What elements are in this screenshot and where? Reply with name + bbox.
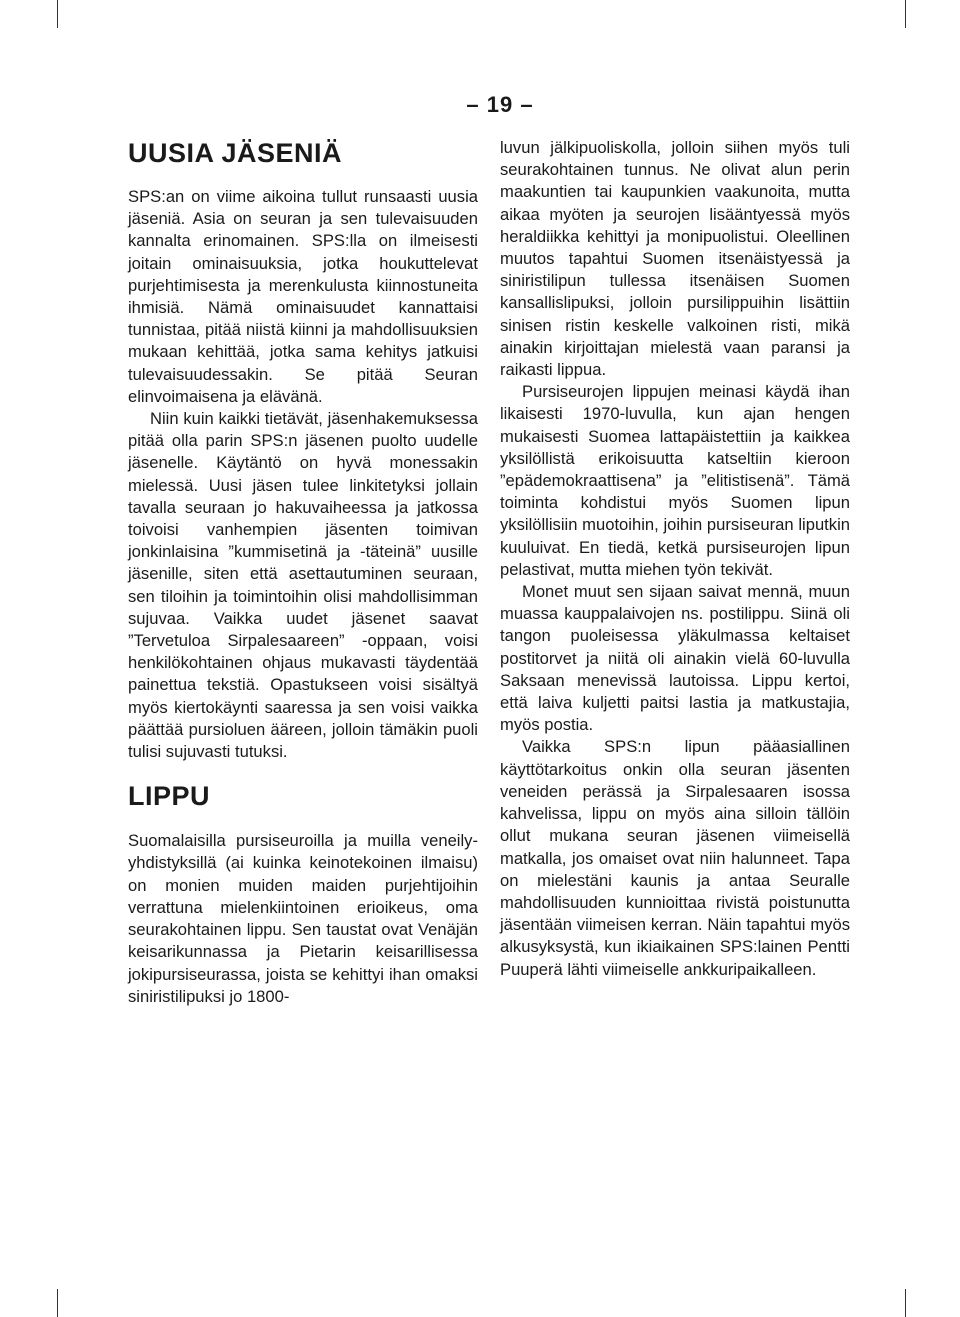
crop-mark-top-right <box>905 0 906 28</box>
paragraph: Monet muut sen sijaan saivat mennä, muun muassa kauppalaivojen ns. postilippu. Siinä oli tangon puoleisessa yläkulmassa keltaiset postitorvet ja niitä oli ainakin vielä 60-luvulla Saksaan menevissä lautoissa. Lippu kertoi, että laiva kuljetti paitsi lastia ja matkustajia, myös postia. <box>500 582 850 735</box>
paragraph: luvun jälkipuoliskolla, jolloin siihen myös tuli seurakohtainen tunnus. Ne olivat alun perin maakuntien tai kaupunkien vaakunoita, mutta aikaa myöten ja seurojen lisääntyessä myös heraldiikka kehittyi ja monipuolistui. Oleellinen muutos tapahtui Suomen itsenäistyessä ja siniristilipun tullessa itsenäisen Suomen kansallislipuksi, jolloin pursilippuihin lisättiin sinisen ristin keskelle valkoinen risti, mikä ainakin kirjoittajan mielestä vaan paransi ja raikasti lippua. <box>500 138 850 380</box>
crop-mark-bottom-left <box>57 1289 58 1317</box>
paragraph: Vaikka SPS:n lipun pääasiallinen käyttötarkoitus onkin olla seuran jäsenten veneiden perässä ja Sirpalesaaren isossa kahvelissa, lippu on myös aina silloin tällöin ollut mukana seuran jäsenen viimeisellä matkalla, jos omaiset ovat niin halunneet. Tapa on mielestäni kaunis ja antaa Seuralle mahdollisuuden kunnioittaa rivistä poistunutta jäsentään viimeisen kerran. Näin tapahtui myös alkusyksystä, kun ikiaikainen SPS:lainen Pentti Puuperä lähti viimeiselle ankkuripaikalleen. <box>500 737 850 979</box>
paragraph: SPS:an on viime aikoina tullut runsaasti uusia jäseniä. Asia on seuran ja sen tulevaisuuden kannalta erinomainen. SPS:lla on ilmeisesti joitain ominaisuuksia, jotka houkuttelevat purjehtimisesta ja merenkulusta kiinnostuneita ihmisiä. Nämä ominaisuudet kannattaisi tunnistaa, pitää niistä kiinni ja mahdollisuuksien mukaan kehittää, jotka sama kehitys jatkuisi tulevaisuudessakin. Se pitää Seuran elinvoimaisena ja elävänä. <box>128 187 478 406</box>
heading-lippu: LIPPU <box>128 781 211 812</box>
paragraph: Pursiseurojen lippujen meinasi käydä ihan likaisesti 1970-luvulla, kun ajan hengen mukaisesti Suomea lattapäistettiin ja kaikkea yksilöllistä erikoisuutta katseltiin kieroon ”epädemokraattisena” ja ”elitistisenä”. Tämä toiminta kohdistui myös Suomen lipun yksilöllisiin muotoihin, joihin pursiseuran liputkin kuuluivat. En tiedä, ketkä pursiseurojen lipun pelastivat, mutta miehen työn tekivät. <box>500 382 850 579</box>
right-column <box>500 137 850 981</box>
crop-mark-bottom-right <box>905 1289 906 1317</box>
paragraph: Suomalaisilla pursiseuroilla ja muilla veneily-yhdistyksillä (ai kuinka keinotekoinen ilmaisu) on monien muiden maiden purjehtijoihin verrattuna mielenkiintoinen erioikeus, oma seurakohtainen lippu. Sen taustat ovat Venäjän keisarikunnassa ja Pietarin keisarillisessa jokipursiseurassa, joista se kehittyi ihan omaksi siniristilipuksi jo 1800- <box>128 831 478 1006</box>
heading-uusia-jasenia: UUSIA JÄSENIÄ <box>128 138 343 168</box>
paragraph: Niin kuin kaikki tietävät, jäsenhakemuksessa pitää olla parin SPS:n jäsenen puolto uudelle jäsenelle. Käytäntö on hyvä monessakin mielessä. Uusi jäsen tulee linkitetyksi jollain tavalla seuraan jo hakuvaiheessa ja jatkossa toivoisi vanhempien jäsenten toimivan jonkinlaisina ”kummisetinä ja -täteinä” uusille jäsenille, siten että asettautuminen seuraan, sen tiloihin ja toimintoihin olisi mahdollisimman sujuvaa. Vaikka uudet jäsenet saavat ”Tervetuloa Sirpalesaareen” -oppaan, voisi henkilökohtainen ohjaus mukavasti täydentää painettua tekstiä. Opastukseen voisi sisältyä myös kiertokäynti saaressa ja sen voisi vaikka päättää pursioluen ääreen, jolloin tämäkin puoli tulisi sujuvasti tutuksi. <box>128 409 478 762</box>
page-number: – 19 – <box>466 92 534 117</box>
crop-mark-top-left <box>57 0 58 28</box>
left-column <box>128 138 478 1008</box>
